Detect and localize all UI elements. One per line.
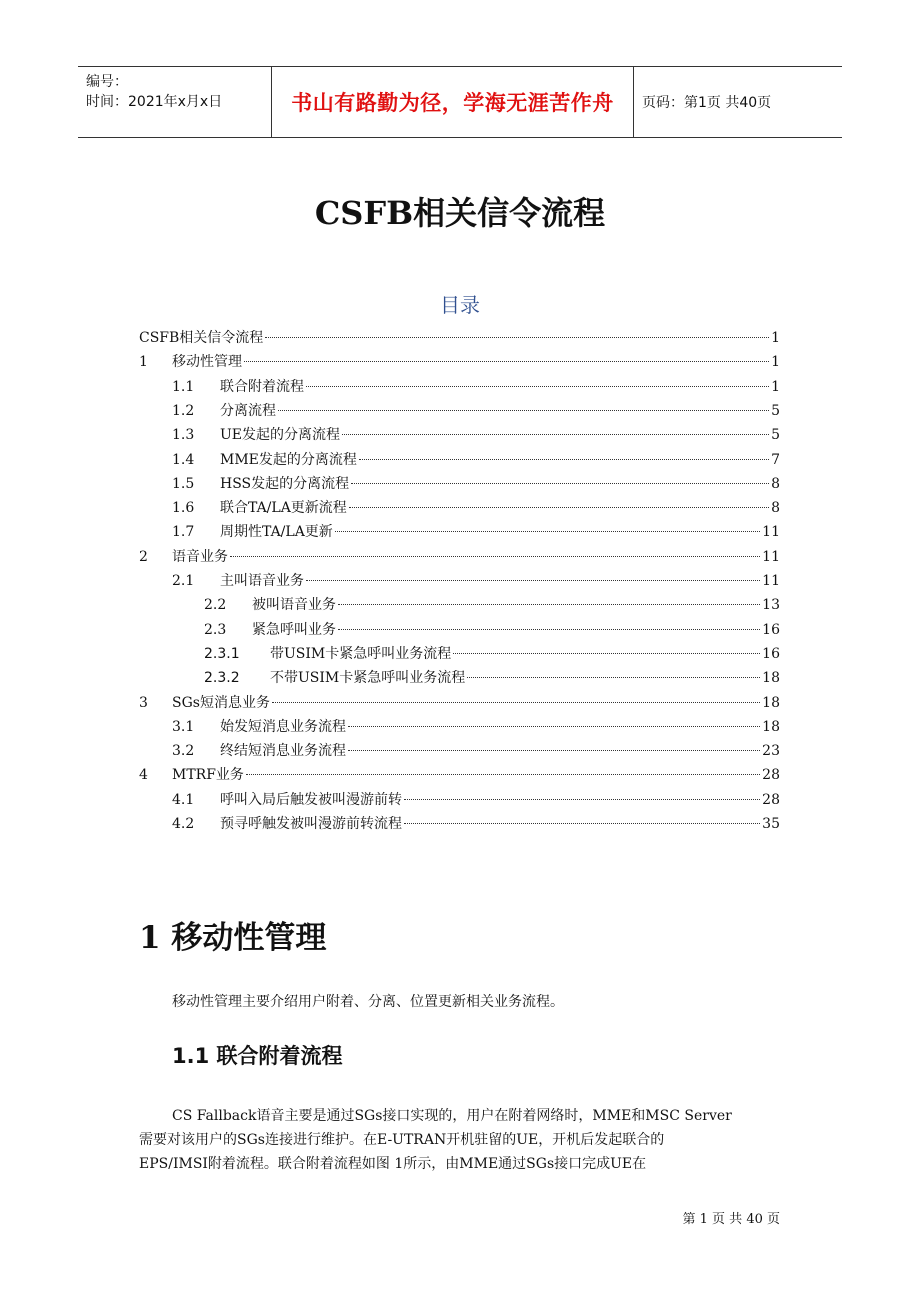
toc-entry-label: MME发起的分离流程 [220, 451, 357, 468]
toc-entry[interactable] [172, 740, 780, 762]
body-line: CS Fallback语音主要是通过SGs接口实现的，用户在附着网络时，MME和MSC Server [172, 1108, 732, 1124]
toc-entry-page: 28 [762, 791, 780, 808]
toc-entry[interactable] [172, 497, 780, 519]
motto-text: 书山有路勤为径，学海无涯苦作舟 [291, 91, 614, 115]
toc-entry-label: CSFB相关信令流程 [139, 330, 264, 346]
body-line: 需要对该用户的SGs连接进行维护。在E-UTRAN开机驻留的UE，开机后发起联合的 [139, 1132, 665, 1148]
page-footer: 第 1 页 共 40 页 [682, 1212, 780, 1227]
number-label: 编号： [86, 74, 128, 90]
toc-entry-number: 3.1 [172, 718, 195, 735]
toc-leader-dots [342, 434, 769, 435]
toc-entry-number: 2 [139, 548, 148, 565]
toc-entry[interactable] [172, 813, 780, 835]
toc-leader-dots [244, 361, 769, 362]
toc-entry-label: MTRF业务 [172, 767, 244, 784]
toc-leader-dots [349, 507, 769, 508]
header-meta-cell [78, 67, 272, 137]
toc-leader-dots [351, 483, 769, 484]
toc-leader-dots [348, 750, 760, 751]
toc-entry-page: 11 [762, 573, 780, 589]
toc-leader-dots [404, 799, 760, 800]
toc-leader-dots [359, 459, 769, 460]
toc-entry[interactable] [172, 789, 780, 811]
toc-entry-number: 4.2 [172, 816, 195, 832]
toc-entry-number: 1.5 [172, 475, 195, 492]
toc-entry-page: 8 [771, 475, 780, 492]
toc-entry[interactable] [172, 570, 780, 592]
toc-leader-dots [335, 531, 760, 532]
page-header [78, 66, 842, 138]
toc-entry-label: 主叫语音业务 [220, 573, 304, 589]
toc-entry-label: 语音业务 [172, 548, 228, 565]
toc-entry[interactable] [139, 546, 780, 568]
toc-entry[interactable] [204, 667, 780, 689]
toc-entry[interactable] [204, 643, 780, 665]
toc-entry-number: 1.3 [172, 427, 195, 444]
toc-entry-number: 2.3 [204, 621, 227, 638]
toc-entry-number: 2.1 [172, 573, 195, 589]
toc-entry[interactable] [139, 764, 780, 786]
toc-entry[interactable] [172, 473, 780, 495]
toc-entry-label: 呼叫入局后触发被叫漫游前转 [220, 791, 402, 808]
toc-entry-label: 始发短消息业务流程 [220, 718, 346, 735]
toc-entry-number: 1 [139, 354, 148, 371]
toc-entry[interactable] [204, 619, 780, 641]
toc-leader-dots [453, 653, 760, 654]
toc-entry[interactable] [172, 716, 780, 738]
body-line: EPS/IMSI附着流程。联合附着流程如图 1所示，由MME通过SGs接口完成UE在 [139, 1156, 647, 1172]
toc-entry-number: 2.3.2 [204, 670, 240, 687]
toc-entry-label: 带USIM卡紧急呼叫业务流程 [270, 645, 452, 662]
toc-entry-page: 18 [762, 694, 780, 711]
toc-leader-dots [467, 677, 760, 678]
toc-entry[interactable] [139, 327, 780, 349]
toc-entry-label: SGs短消息业务 [172, 694, 270, 711]
toc-entry-label: UE发起的分离流程 [220, 427, 341, 444]
section-heading-1-1: 1.1 联合附着流程 [172, 1044, 343, 1068]
toc-entry[interactable] [172, 521, 780, 543]
toc-entry-label: 预寻呼触发被叫漫游前转流程 [220, 816, 402, 832]
toc-leader-dots [306, 386, 769, 387]
toc-entry[interactable] [172, 400, 780, 422]
toc-leader-dots [272, 702, 760, 703]
toc-entry-number: 1.4 [172, 451, 195, 468]
toc-entry-page: 1 [771, 330, 780, 346]
toc-entry-page: 11 [762, 548, 780, 565]
document-title: CSFB相关信令流程 [314, 194, 606, 232]
toc-entry[interactable] [172, 449, 780, 471]
toc-entry[interactable] [172, 376, 780, 398]
toc-entry[interactable] [139, 351, 780, 373]
date-label: 时间：2021年x月x日 [86, 94, 223, 110]
toc-leader-dots [404, 823, 760, 824]
toc-entry-page: 35 [762, 816, 780, 832]
toc-leader-dots [306, 580, 760, 581]
toc-entry-page: 13 [762, 597, 780, 614]
toc-entry[interactable] [204, 594, 780, 616]
toc-entry-label: 被叫语音业务 [252, 597, 336, 614]
toc-leader-dots [338, 604, 760, 605]
toc-entry-page: 1 [771, 378, 780, 395]
toc-entry-number: 2.2 [204, 597, 227, 614]
toc-entry-page: 18 [762, 670, 780, 687]
toc-entry-number: 3.2 [172, 743, 195, 760]
toc-entry-number: 1.1 [172, 378, 195, 395]
toc-entry[interactable] [172, 424, 780, 446]
toc-entry-label: 紧急呼叫业务 [252, 621, 336, 638]
toc-entry-label: 不带USIM卡紧急呼叫业务流程 [270, 670, 466, 687]
toc-entry-number: 1.7 [172, 524, 195, 541]
toc-entry-page: 11 [762, 524, 780, 541]
header-motto-cell [272, 67, 634, 137]
toc-entry-page: 16 [762, 645, 780, 662]
toc-entry-label: 联合附着流程 [220, 378, 304, 395]
toc-entry-label: 终结短消息业务流程 [220, 743, 346, 760]
toc-entry-page: 7 [771, 451, 780, 468]
toc-entry[interactable] [139, 692, 780, 714]
toc-entry-label: 联合TA/LA更新流程 [220, 500, 347, 517]
toc-entry-page: 5 [771, 402, 780, 419]
toc-entry-number: 2.3.1 [204, 645, 240, 662]
header-page-info: 页码：第1页 共40页 [642, 95, 772, 111]
section-heading-1: 1 移动性管理 [139, 920, 327, 956]
toc-entry-label: 分离流程 [220, 402, 276, 419]
toc-entry-page: 18 [762, 718, 780, 735]
toc-entry-page: 8 [771, 500, 780, 517]
toc-leader-dots [338, 629, 760, 630]
toc-leader-dots [265, 337, 769, 338]
toc-leader-dots [278, 410, 769, 411]
toc-entry-number: 4 [139, 767, 148, 784]
toc-entry-page: 28 [762, 767, 780, 784]
toc-entry-number: 4.1 [172, 791, 195, 808]
toc-heading: 目录 [440, 293, 480, 317]
toc-entry-page: 16 [762, 621, 780, 638]
toc-entry-number: 1.2 [172, 402, 195, 419]
toc-leader-dots [230, 556, 760, 557]
toc-entry-number: 3 [139, 694, 148, 711]
toc-entry-page: 23 [762, 743, 780, 760]
toc-entry-label: 移动性管理 [172, 354, 242, 371]
toc-entry-page: 1 [771, 354, 780, 371]
toc-entry-page: 5 [771, 427, 780, 444]
toc-leader-dots [246, 774, 760, 775]
toc-entry-label: 周期性TA/LA更新 [220, 524, 333, 541]
toc-entry-label: HSS发起的分离流程 [220, 475, 350, 492]
toc-entry-number: 1.6 [172, 500, 195, 517]
section-intro: 移动性管理主要介绍用户附着、分离、位置更新相关业务流程。 [172, 994, 564, 1010]
toc-leader-dots [348, 726, 760, 727]
